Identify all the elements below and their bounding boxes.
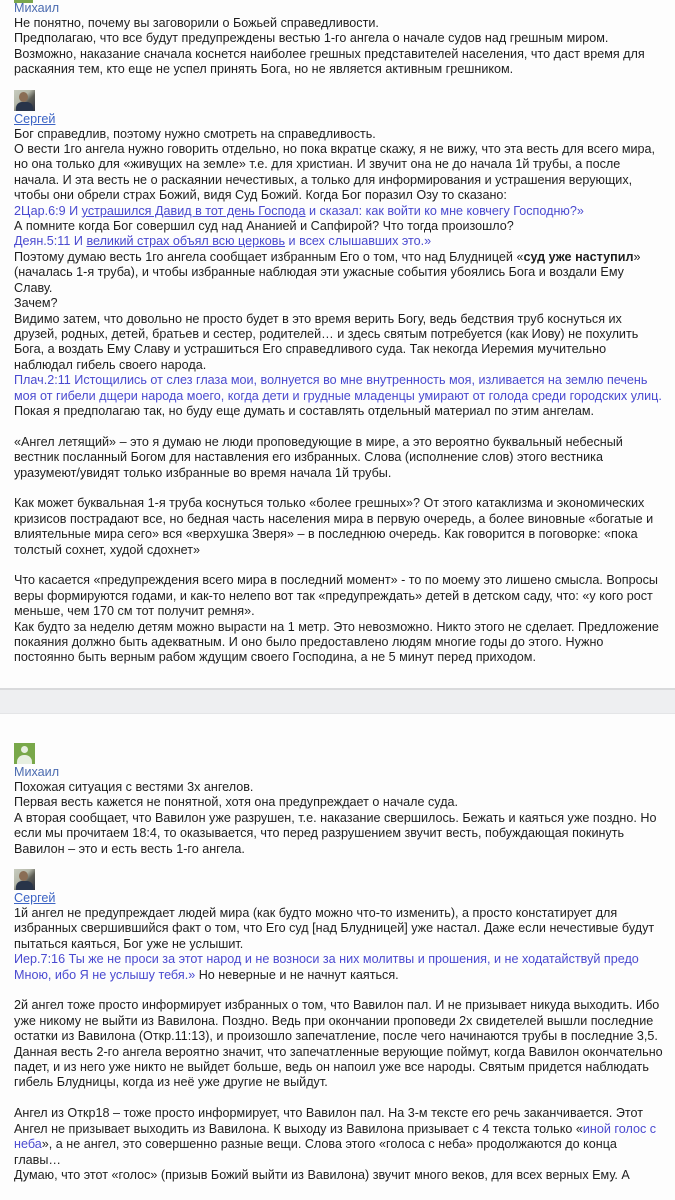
comment-sergey-1 — [14, 90, 664, 666]
comment-paragraph: Покая я предполагаю так, но буду еще думать и составлять отдельный материал по этим ангелам. — [14, 403, 595, 418]
comment-text-line: Возможно, наказание сначала коснется наиболее грешных представителей населения, что даст время для раскаяния тем, кто еще не успел принять Бога, но не является активным грешником. — [14, 46, 645, 77]
comment-author[interactable]: Михаил — [14, 765, 60, 779]
bible-quote: Иер.7:16 Ты же не проси за этот народ и не возноси за них молитвы и прошения, и не ходатайствуй предо Мною, ибо Я не услышу тебя.» — [14, 952, 639, 982]
comment-paragraph: Зачем? — [14, 296, 58, 311]
comment-paragraph — [14, 952, 664, 983]
quote-underlined: великий страх объял всю церковь — [86, 234, 286, 249]
comment-paragraph: А помните когда Бог совершил суд над Ананией и Сапфирой? Что тогда произошло? — [14, 219, 514, 234]
comment-paragraph: Думаю, что этот «голос» (призыв Божий выйти из Вавилона) звучит много веков, для всех верных Ему. А — [14, 1167, 630, 1182]
comment-sergey-2 — [14, 869, 664, 1183]
text-part: Поэтому думаю весть 1го ангела сообщает избранным Его о том, что над Блудницей « — [14, 249, 524, 264]
quote-underlined: устрашился Давид в тот день Господа — [81, 203, 306, 218]
comment-paragraph — [14, 1106, 664, 1168]
text-part: » (началась 1-я труба), и чтобы избранные наблюдая эти ужасные события убоялись Бога и воздали Ему Славу. — [14, 249, 641, 295]
avatar-head-shape — [19, 871, 28, 881]
comment-thread-2 — [0, 714, 675, 1200]
bible-quote — [14, 234, 664, 249]
avatar-body-shape — [16, 881, 33, 890]
comment-paragraph: Что касается «предупреждения всего мира в последний момент» - то по моему это лишено смысла. Вопросы веры формируются годами, и как-то нелепо вот так «предупреждать» детей в детском саду, что: «у кого рост меньше, чем 170 см тот получит ремня». — [14, 573, 658, 619]
avatar[interactable] — [14, 90, 35, 111]
comment-paragraph — [14, 250, 664, 296]
comment-mikhail-1 — [14, 1, 664, 78]
default-avatar[interactable] — [14, 743, 35, 764]
avatar-head-shape — [19, 92, 28, 102]
comment-text-line: Похожая ситуация с вестями 3х ангелов. — [14, 780, 254, 794]
avatar-body-shape — [16, 102, 33, 111]
quote-inline: иной голос с неба — [14, 1121, 657, 1152]
bible-quote: Плач.2:11 Истощились от слез глаза мои, волнуется во мне внутренность моя, изливается на землю печень моя от гибели дщери народа моего, когда дети и грудные младенцы умирают от голода среди городских улиц. — [14, 373, 662, 403]
spacer — [14, 558, 664, 573]
comment-paragraph: 2й ангел тоже просто информирует избранных о том, что Вавилон пал. И не призывает никуда выходить. Ибо уже никому не выйти из Вавилона. Поздно. Ведь при окончании проповеди 2х свидетелей вышли последние остатки из Вавилона (Откр.11:13), и произошло запечатление, после чего начинаются трубы в последние 3,5. — [14, 998, 660, 1044]
comment-text-line: Предполагаю, что все будут предупреждены вестью 1-го ангела о начале судов над грешным миром. — [14, 31, 609, 46]
comment-text-line: Не понятно, почему вы заговорили о Божьей справедливости. — [14, 16, 379, 30]
spacer — [14, 983, 664, 998]
text-part: », а не ангел, это совершенно разные вещи. Слова этого «голоса с неба» продолжаются до конца главы… — [14, 1137, 617, 1167]
avatar-body-shape — [17, 755, 32, 764]
thread-separator — [0, 688, 675, 714]
spacer — [14, 419, 664, 434]
comment-paragraph: Как будто за неделю детям можно вырасти на 1 метр. Это невозможно. Никто этого не сделает. Предложение покаяния должно быть адекватным. И оно было предоставлено людям многие годы до этого. Нужно постоянно быть верным рабом ждущим своего Господина, а не 5 минут перед приходом. — [14, 619, 659, 665]
avatar[interactable] — [14, 869, 35, 890]
comment-paragraph: Видимо затем, что довольно не просто будет в это время верить Богу, ведь бедствия труб коснуться их друзей, родных, детей, братьев и сестер, родителей… и здесь святым потребуется (как Иову) не похулить Бога, а воздать Ему Славу и устрашиться Его справедливого суда. Так некогда Иеремия мучительно наблюдал гибель своего народа. — [14, 311, 639, 372]
comment-paragraph: 1й ангел не предупреждает людей мира (как будто можно что-то изменить), а просто констатирует для избранных свершившийся факт о том, что Его суд [над Блудницей] уже настал. Даже если нечестивые будут пытаться каяться, Бог уже не услышит. — [14, 906, 655, 951]
comment-text-line: Первая весть кажется не понятной, хотя она предупреждает о начале суда. — [14, 795, 459, 810]
avatar-head-shape — [21, 746, 28, 753]
comment-paragraph: Бог справедлив, поэтому нужно смотреть на справедливость. — [14, 126, 376, 141]
comment-author-link[interactable]: Сергей — [14, 891, 56, 906]
comment-paragraph: О вести 1го ангела нужно говорить отдельно, но пока вкратце скажу, я не вижу, что эта весть для всего мира, но она только для «живущих на земле» т.е. для христиан. И звучит она не до начала 1й трубы, а после начала. И эта весть не о раскаянии нечестивых, а только для информирования и устрашения верующих, чтобы они обрели страх Божий, видя Суд Божий. Когда Бог поразил Озу то сказано: — [14, 142, 656, 203]
comment-text-line: А вторая сообщает, что Вавилон уже разрушен, т.е. наказание свершилось. Бежать и каяться уже поздно. Но если мы прочитаем 18:4, то оказывается, что перед разрушением звучит весть, побуждающая покинуть Вавилон – это и есть весть 1-го ангела. — [14, 810, 657, 856]
quote-rest: и сказал: как войти ко мне ковчегу Господню?» — [305, 203, 584, 218]
text-part: Но неверные и не начнут каяться. — [195, 967, 399, 982]
quote-ref: Деян.5:11 И — [14, 234, 87, 249]
bible-quote — [14, 204, 664, 219]
comment-mikhail-2 — [14, 743, 664, 857]
comment-paragraph: Данная весть 2-го ангела вероятно значит, что запечатленные верующие поймут, когда Вавилон окончательно падет, и из него уже никто не выйдет больше, ведь он напоил уже все народы. Святым придется наблюдать гибель Блудницы, когда из неё уже другие не выйдут. — [14, 1044, 663, 1090]
spacer — [14, 481, 664, 496]
spacer — [14, 1091, 664, 1106]
quote-ref: 2Цар.6:9 И — [14, 203, 82, 218]
comment-author[interactable]: Михаил — [14, 1, 60, 15]
comment-paragraph: Как может буквальная 1-я труба коснуться только «более грешных»? От этого катаклизма и экономических кризисов пострадают все, но бедная часть населения мира в первую очередь, а более виновные «богатые и влиятельные мира сего» вся «верхушка Зверя» – в последнюю очередь. Как говорится в поговорке: «пока толстый сохнет, худой сдохнет» — [14, 496, 654, 557]
comment-author-link[interactable]: Сергей — [14, 111, 56, 126]
comment-paragraph: «Ангел летящий» – это я думаю не люди проповедующие в мире, а это вероятно буквальный небесный вестник посланный Богом для наставления его избранных. Слова (исполнение слов) этого вестника уразумеют/увидят только избранные во время начала 1й трубы. — [14, 434, 623, 480]
text-part: Ангел из Откр18 – тоже просто информирует, что Вавилон пал. На 3-м тексте его речь заканчивается. Этот Ангел не призывает выходить из Вавилона. К выходу из Вавилона призывает с 4 текста только « — [14, 1106, 644, 1136]
quote-rest: и всех слышавших это.» — [285, 234, 432, 249]
bold-text: суд уже наступил — [523, 249, 634, 264]
